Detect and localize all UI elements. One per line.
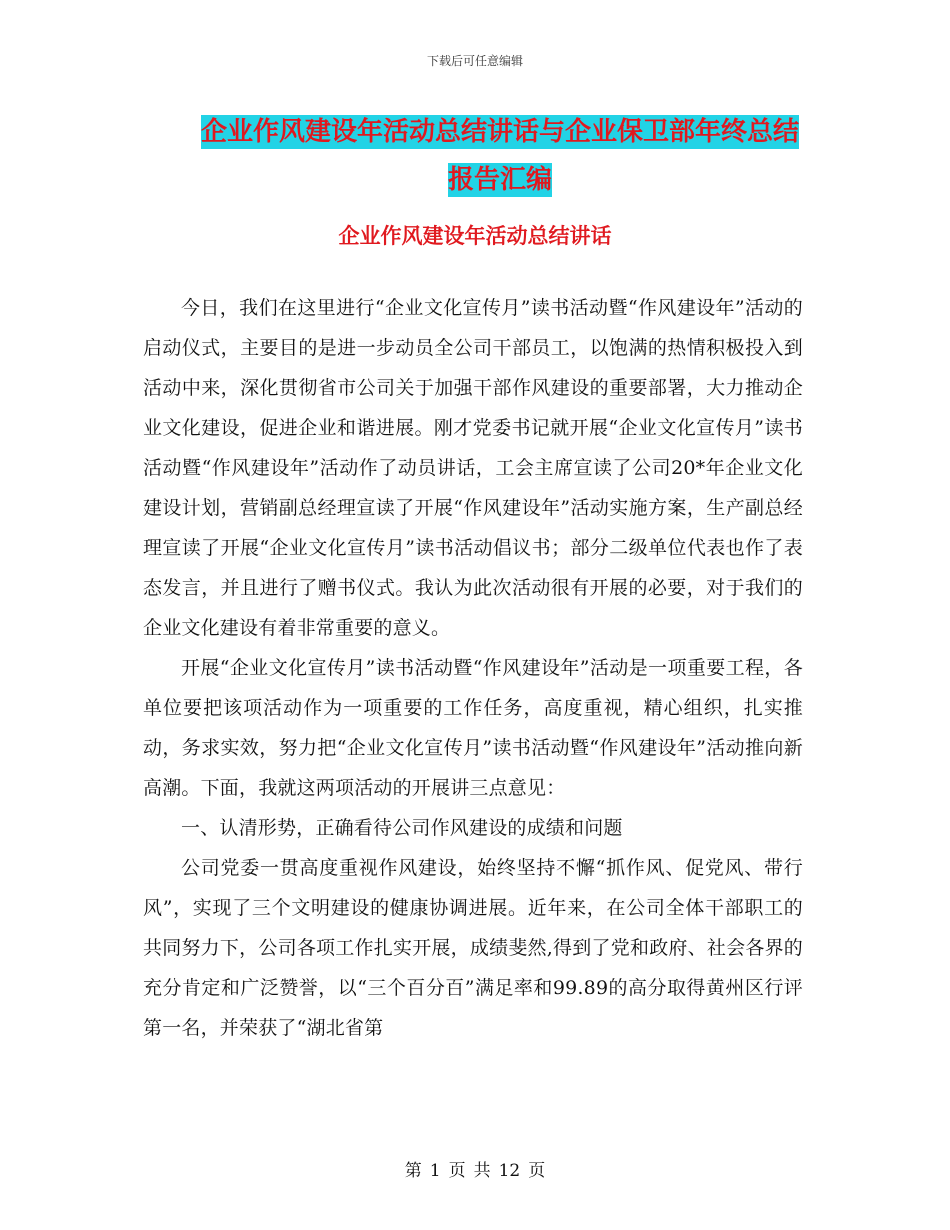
paragraph: 今日，我们在这里进行“企业文化宣传月”读书活动暨“作风建设年”活动的启动仪式，主要目的是进一步动员全公司干部员工，以饱满的热情积极投入到活动中来，深化贯彻省市公司关于加强干部作风建设的重要部署，大力推动企业文化建设，促进企业和谐进展。刚才党委书记就开展“企业文化宣传月”读书活动暨“作风建设年”活动作了动员讲话，工会主席宣读了公司20*年企业文化建设计划，营销副总经理宣读了开展“作风建设年”活动实施方案，生产副总经理宣读了开展“企业文化宣传月”读书活动倡议书；部分二级单位代表也作了表态发言，并且进行了赠书仪式。我认为此次活动很有开展的必要，对于我们的企业文化建设有着非常重要的意义。 xyxy=(143,297,803,639)
document-body xyxy=(143,288,803,1048)
page-footer xyxy=(0,1156,950,1181)
section-title: 企业作风建设年活动总结讲话 xyxy=(338,224,612,248)
document-title xyxy=(140,108,860,204)
page-suffix: 页 xyxy=(528,1161,546,1181)
document-title-line1: 企业作风建设年活动总结讲话与企业保卫部年终总结 xyxy=(200,117,799,147)
document-title-line2: 报告汇编 xyxy=(447,165,552,195)
paragraph: 开展“企业文化宣传月”读书活动暨“作风建设年”活动是一项重要工程，各单位要把该项活动作为一项重要的工作任务，高度重视，精心组织，扎实推动，务求实效，努力把“企业文化宣传月”读书活动暨“作风建设年”活动推向新高潮。下面，我就这两项活动的开展讲三点意见： xyxy=(143,657,803,799)
page-mid: 页 xyxy=(448,1161,466,1181)
section-heading: 一、认清形势，正确看待公司作风建设的成绩和问题 xyxy=(181,817,623,839)
total-pages: 12 xyxy=(498,1161,521,1181)
page-number: 1 xyxy=(429,1161,441,1181)
paragraph: 公司党委一贯高度重视作风建设，始终坚持不懈“抓作风、促党风、带行风”，实现了三个文明建设的健康协调进展。近年来，在公司全体干部职工的共同努力下，公司各项工作扎实开展，成绩斐然,得到了党和政府、社会各界的充分肯定和广泛赞誉，以“三个百分百”满足率和99.89的高分取得黄州区行评第一名，并荣获了“湖北省第 xyxy=(143,857,803,1039)
total-prefix: 共 xyxy=(473,1161,491,1181)
page-prefix: 第 xyxy=(404,1161,422,1181)
header-note: 下载后可任意编辑 xyxy=(426,54,523,68)
